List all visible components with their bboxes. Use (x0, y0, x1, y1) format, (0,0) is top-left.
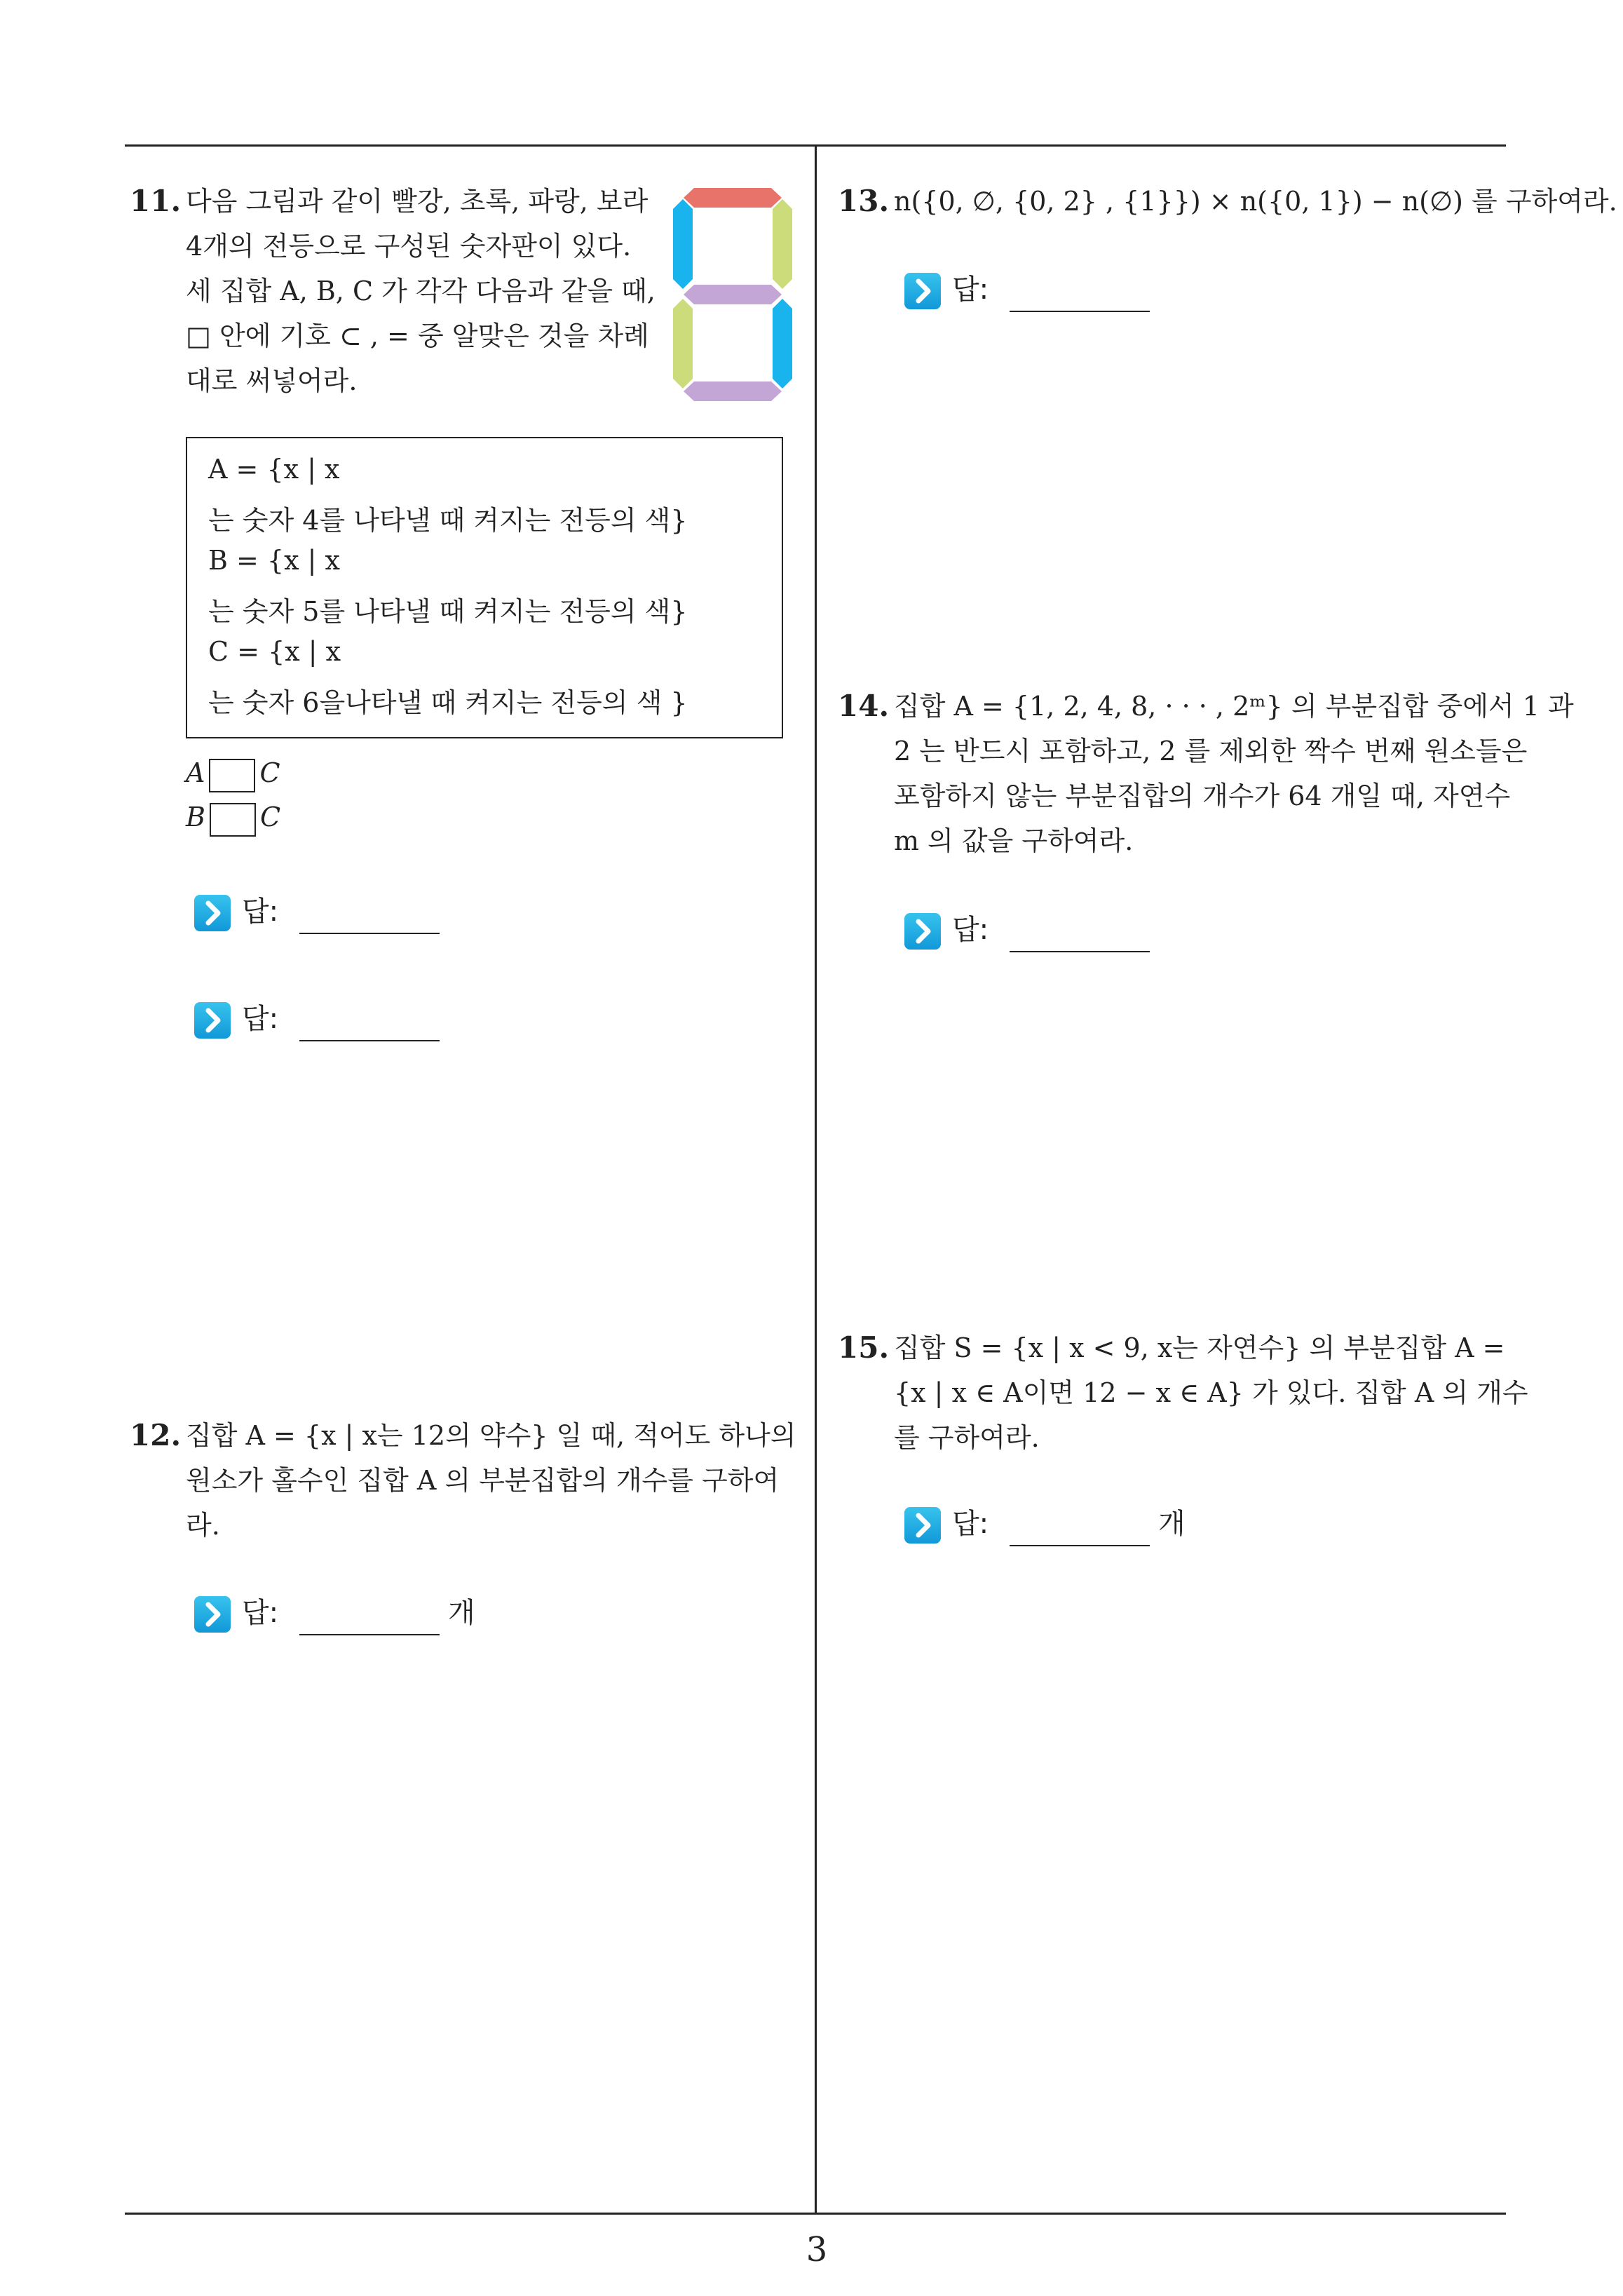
text-line: 원소가 홀수인 집합 A 의 부분집합의 개수를 구하여 (186, 1465, 780, 1496)
problem-number: 12. (130, 1418, 182, 1452)
answer-label: 답: (952, 914, 989, 946)
segment-upper-left (673, 199, 693, 289)
problem-number: 14. (838, 689, 890, 723)
text-line: n({0, ∅, {0, 2} , {1}}) × n({0, 1}) − n(∅) 를 구하여라. (894, 186, 1617, 217)
text-line: m 의 값을 구하여라. (894, 825, 1134, 856)
segment-middle (684, 285, 782, 304)
answer-blank[interactable] (299, 1634, 440, 1635)
answer-label: 답: (242, 1003, 279, 1035)
answer-label: 답: (952, 1508, 989, 1540)
answer-unit: 개 (1158, 1508, 1186, 1540)
answer-unit: 개 (448, 1597, 475, 1629)
problem-text (186, 1413, 796, 1548)
problem-15 (838, 1325, 1528, 1466)
chevron-right-icon (194, 895, 231, 931)
text-line: 를 구하여라. (894, 1422, 1040, 1453)
text-line: 2 는 반드시 포함하고, 2 를 제외한 짝수 번째 원소들은 (894, 736, 1528, 767)
problem-number: 13. (838, 184, 890, 218)
set-label: B (186, 802, 205, 832)
box-line: C = {x | x (208, 636, 341, 667)
segment-top (684, 188, 782, 208)
answer-blank[interactable] (1010, 951, 1150, 952)
text-line: 집합 A = {1, 2, 4, 8, · · · , 2ᵐ} 의 부분집합 중에서 1 과 (894, 691, 1574, 722)
text-line: 4개의 전등으로 구성된 숫자판이 있다. (186, 231, 632, 262)
problem-14 (838, 684, 1574, 866)
set-label: C (259, 802, 281, 832)
box-line: A = {x | x (208, 454, 340, 485)
answer-label: 답: (242, 1597, 279, 1629)
chevron-right-icon (194, 1002, 231, 1039)
text-line: 포함하지 않는 부분집합의 개수가 64 개일 때, 자연수 (894, 781, 1511, 811)
text-line: 세 집합 A, B, C 가 각각 다음과 같을 때, (186, 276, 656, 306)
page-number: 3 (806, 2230, 828, 2269)
problem-number: 11. (130, 184, 182, 218)
segment-upper-right (773, 199, 792, 289)
problem-12 (130, 1413, 803, 1553)
segment-bottom (684, 381, 782, 401)
problem-text (894, 1325, 1528, 1460)
problem-number: 15. (838, 1330, 890, 1365)
compare-b-c (186, 802, 280, 837)
box-line: 는 숫자 4를 나타낼 때 켜지는 전등의 색} (208, 505, 688, 536)
set-label: C (259, 757, 280, 788)
problem-text (894, 179, 1617, 224)
answer-blank[interactable] (299, 933, 440, 934)
text-line: 대로 써넣어라. (186, 365, 358, 396)
answer-blank[interactable] (1010, 1545, 1150, 1546)
text-line: 집합 A = {x | x는 12의 약수} 일 때, 적어도 하나의 (186, 1420, 796, 1451)
box-line: B = {x | x (208, 545, 340, 576)
compare-a-c (186, 757, 280, 792)
bottom-rule (125, 2213, 1506, 2215)
box-line: 는 숫자 6을나타낼 때 켜지는 전등의 색 } (208, 687, 688, 718)
chevron-right-icon (904, 913, 941, 950)
text-line: {x | x ∈ A이면 12 − x ∈ A} 가 있다. 집합 A 의 개수 (894, 1377, 1528, 1408)
text-line: □ 안에 기호 ⊂ , = 중 알맞은 것을 차례 (186, 320, 649, 351)
answer-blank[interactable] (1010, 311, 1150, 312)
text-line: 라. (186, 1510, 220, 1541)
answer-blank[interactable] (299, 1040, 440, 1041)
answer-box[interactable] (210, 803, 256, 837)
text-line: 집합 S = {x | x < 9, x는 자연수} 의 부분집합 A = (894, 1332, 1505, 1363)
answer-label: 답: (952, 274, 989, 306)
segment-lower-left (673, 299, 693, 389)
chevron-right-icon (904, 1507, 941, 1544)
column-divider (815, 144, 817, 2215)
problem-text (186, 179, 656, 403)
box-line: 는 숫자 5를 나타낼 때 켜지는 전등의 색} (208, 596, 688, 627)
set-label: A (186, 757, 205, 788)
seven-segment-figure (673, 188, 796, 405)
set-definition-box (186, 437, 783, 738)
answer-box[interactable] (209, 759, 255, 792)
problem-text (894, 684, 1574, 863)
answer-label: 답: (242, 896, 279, 928)
problem-13 (838, 179, 1617, 228)
segment-lower-right (773, 299, 792, 389)
problem-11 (130, 179, 663, 417)
text-line: 다음 그림과 같이 빨강, 초록, 파랑, 보라 (186, 186, 648, 217)
chevron-right-icon (904, 273, 941, 309)
chevron-right-icon (194, 1596, 231, 1633)
